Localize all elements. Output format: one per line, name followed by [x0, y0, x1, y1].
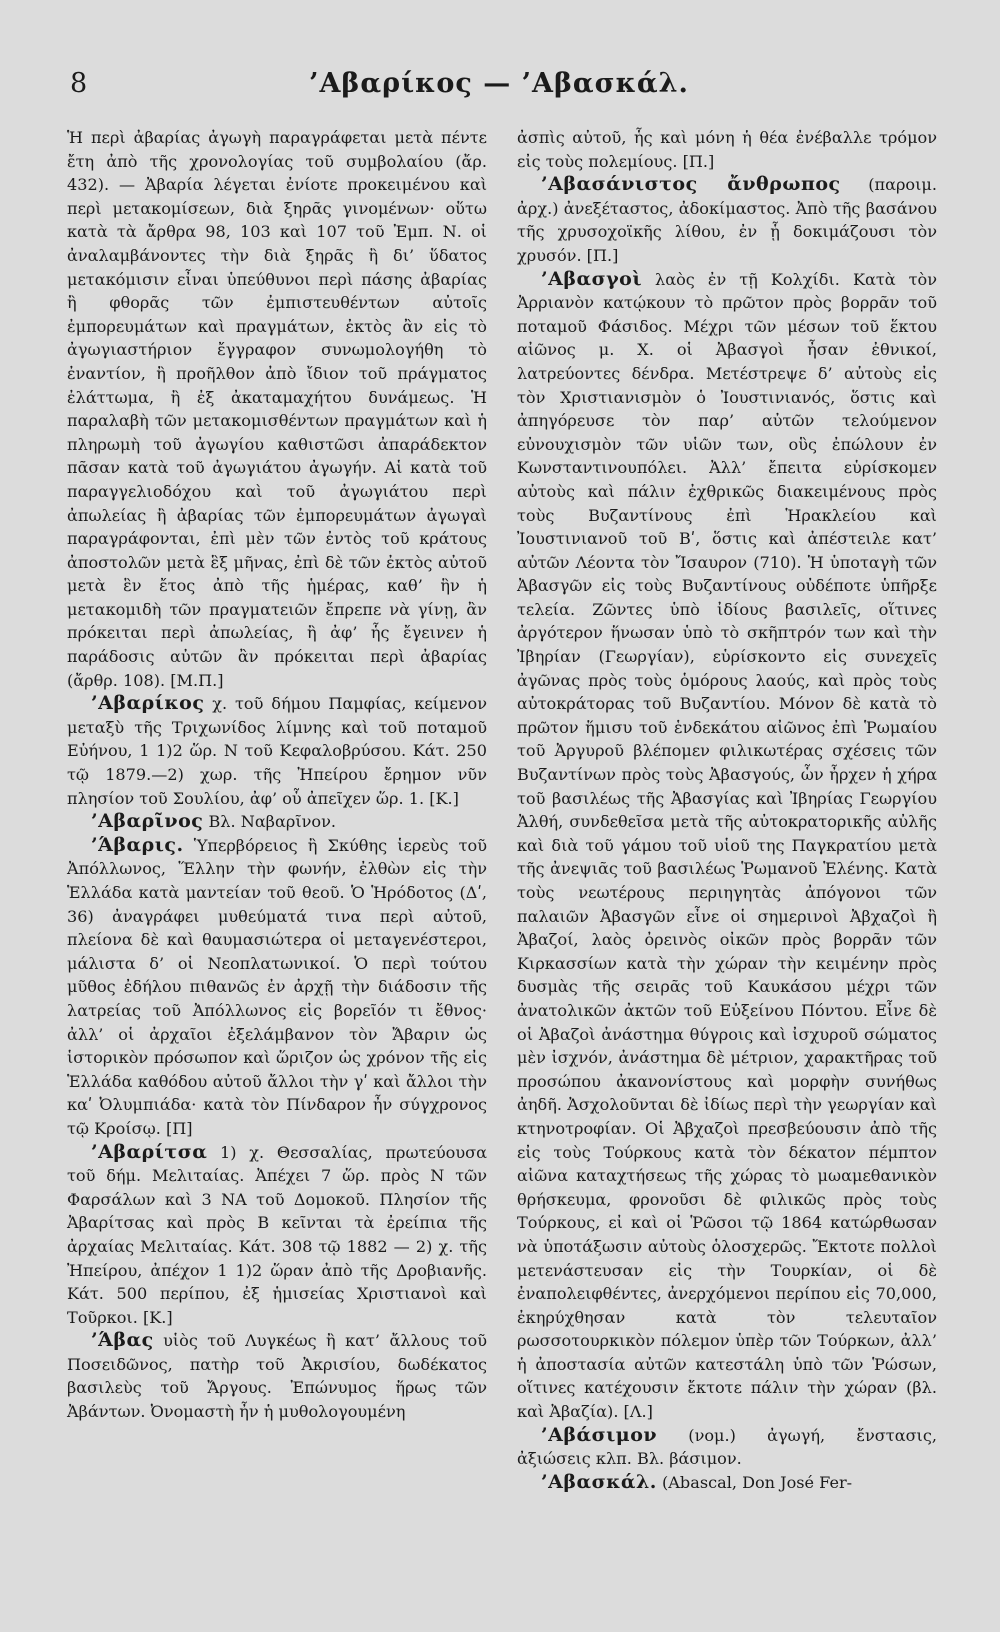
entry-headword: ’Αβαρίτσα — [91, 1140, 208, 1163]
dictionary-entry — [517, 1471, 937, 1495]
entry-headword: ’Άβας — [91, 1329, 154, 1352]
entry-text: (Abascal, Don José Fer- — [656, 1472, 853, 1492]
entry-headword: ’Αβάσιμον — [541, 1423, 658, 1446]
entry-headword: ’Αβαρίκος — [91, 692, 205, 715]
entry-text: ἀσπὶς αὐτοῦ, ἧς καὶ μόνη ἡ θέα ἐνέβαλλε τρόμον εἰς τοὺς πολεμίους. [Π.] — [517, 128, 937, 171]
dictionary-entry — [517, 1424, 937, 1471]
entry-text: 1) χ. Θεσσαλίας, πρωτεύουσα τοῦ δήμ. Μελιταίας. Ἀπέχει 7 ὥρ. πρὸς Ν τῶν Φαρσάλων καὶ 3 ΝΑ τοῦ Δομοκοῦ. Πλησίον τῆς Ἀβαρίτσας καὶ πρὸς Β κεῖνται τὰ ἐρείπια τῆς ἀρχαίας Μελιταίας. Κάτ. 308 τῷ 1882 — 2) χ. τῆς Ἠπείρου, ἀπέχον 1 1)2 ὥραν ἀπὸ τῆς Δροβιανῆς. Κάτ. 500 περίπου, ἐξ ἡμισείας Χριστιανοὶ καὶ Τοῦρκοι. [Κ.] — [67, 1142, 487, 1327]
dictionary-entry — [67, 834, 487, 1141]
running-head-title: ’Αβαρίκος — ’Αβασκάλ. — [309, 68, 689, 99]
entry-text: (νομ.) ἀγωγή, ἔνστασις, ἀξιώσεις κλπ. Βλ. βάσιμον. — [517, 1425, 937, 1469]
entry-text: υἱὸς τοῦ Λυγκέως ἢ κατ’ ἄλλους τοῦ Ποσειδῶνος, πατὴρ τοῦ Ἀκρισίου, δωδέκατος βασιλεὺς τοῦ Ἄργους. Ἐπώνυμος ἥρως τῶν Ἀβάντων. Ὀνομαστὴ ἦν ἡ μυθολογουμένη — [67, 1331, 487, 1422]
entry-continuation — [67, 126, 487, 692]
running-head — [68, 68, 930, 108]
left-column — [67, 126, 487, 1424]
entry-headword: ’Αβαρῖνος — [91, 810, 204, 833]
dictionary-entry — [67, 692, 487, 810]
entry-text: Ἡ περὶ ἀβαρίας ἀγωγὴ παραγράφεται μετὰ πέντε ἔτη ἀπὸ τῆς χρονολογίας τοῦ συμβολαίου (ἄρ. 432). — Ἀβαρία λέγεται ἐνίοτε προκειμένου καὶ περὶ μετακομίσεων, διὰ ξηρᾶς γινομένων· οὕτω κατὰ τὰ ἄρθρα 98, 103 καὶ 107 τοῦ Ἐμπ. Ν. οἱ ἀναλαμβάνοντες τὴν διὰ ξηρᾶς ἢ δι’ ὕδατος μετακόμισιν εἶναι ὑπεύθυνοι περὶ πάσης ἀβαρίας ἢ φθορᾶς τῶν ἐμπιστευθέντων αὐτοῖς ἐμπορευμάτων καὶ πραγμάτων, ἐκτὸς ἂν εἰς τὸ ἀγωγιαστήριον ἔγγραφον συνωμολογήθη τὸ ἐναντίον, ἢ προῆλθον ἀπὸ ἴδιον τοῦ πράγματος ἐλάττωμα, ἢ ἐξ ἀκαταμαχήτου δυνάμεως. Ἡ παραλαβὴ τῶν μετακομισθέντων πραγμάτων καὶ ἡ πληρωμὴ τοῦ ἀγωγίου καθιστῶσι ἀπαράδεκτον πᾶσαν κατὰ τοῦ ἀγωγιάτου ἀγωγήν. Αἱ κατὰ τοῦ παραγγελιοδόχου καὶ τοῦ ἀγωγιάτου περὶ ἀπωλείας ἢ ἀβαρίας τῶν ἐμπορευμάτων ἀγωγαὶ παραγράφονται, ἐπὶ μὲν τῶν ἐντὸς τοῦ κράτους ἀποστολῶν μετὰ ἓξ μῆνας, ἐπὶ δὲ τῶν ἐκτὸς αὐτοῦ μετὰ ἓν ἔτος ἀπὸ τῆς ἡμέρας, καθ’ ἣν ἡ μετακομιδὴ τῶν πραγματειῶν ἔπρεπε νὰ γίνῃ, ἂν πρόκειται περὶ ἀπωλείας, ἢ ἀφ’ ἧς ἔγεινεν ἡ παράδοσις αὐτῶν ἂν πρόκειται περὶ ἀβαρίας (ἄρθρ. 108). [Μ.Π.] — [67, 128, 487, 690]
dictionary-entry — [67, 1329, 487, 1423]
page-number: 8 — [70, 68, 88, 99]
dictionary-entry — [67, 810, 487, 834]
entry-headword: ’Αβασκάλ. — [541, 1470, 657, 1493]
column-gutter — [502, 124, 503, 1564]
entry-text: Ὑπερβόρειος ἢ Σκύθης ἱερεὺς τοῦ Ἀπόλλωνος, Ἕλλην τὴν φωνήν, ἐλθὼν εἰς τὴν Ἑλλάδα κατὰ μαντείαν τοῦ θεοῦ. Ὁ Ἡρόδοτος (Δʹ, 36) ἀναγράφει μυθεύματά τινα περὶ αὐτοῦ, πλείονα δὲ καὶ θαυμασιώτερα οἱ μεταγενέστεροι, μάλιστα δ’ οἱ Νεοπλατωνικοί. Ὁ περὶ τούτου μῦθος ἐδήλου πιθανῶς ἐν ἀρχῇ τὴν διάδοσιν τῆς λατρείας τοῦ Ἀπόλλωνος εἰς βορεῖόν τι ἔθνος· ἀλλ’ οἱ ἀρχαῖοι ἐξελάμβανον τὸν Ἄβαριν ὡς ἱστορικὸν πρόσωπον καὶ ὥριζον ὡς χρόνον τῆς εἰς Ἑλλάδα καθόδου αὐτοῦ ἄλλοι τὴν γʹ καὶ ἄλλοι τὴν καʹ Ὀλυμπιάδα· κατὰ τὸν Πίνδαρον ἦν σύγχρονος τῷ Κροίσῳ. [Π] — [67, 835, 487, 1138]
entry-text: λαὸς ἐν τῇ Κολχίδι. Κατὰ τὸν Ἀρριανὸν κατῴκουν τὸ πρῶτον πρὸς βορρᾶν τοῦ ποταμοῦ Φάσιδος. Μέχρι τῶν μέσων τοῦ ἕκτου αἰῶνος μ. Χ. οἱ Ἀβασγοὶ ἦσαν ἐθνικοί, λατρεύοντες δένδρα. Μετέστρεψε δ’ αὐτοὺς εἰς τὸν Χριστιανισμὸν ὁ Ἰουστινιανός, ὅστις καὶ ἀπηγόρευσε τὸν παρ’ αὐτῶν τελούμενον εὐνουχισμὸν τῶν υἱῶν των, οὓς ἐπώλουν ἐν Κωνσταντινουπόλει. Ἀλλ’ ἔπειτα εὑρίσκομεν αὐτοὺς καὶ πάλιν ἐχθρικῶς διακειμένους πρὸς τοὺς Βυζαντίνους ἐπὶ Ἡρακλείου καὶ Ἰουστινιανοῦ τοῦ Βʹ, ὅστις καὶ ἀπέστειλε κατ’ αὐτῶν Λέοντα τὸν Ἴσαυρον (710). Ἡ ὑποταγὴ τῶν Ἀβασγῶν εἰς τοὺς Βυζαντίνους οὐδέποτε ὑπῆρξε τελεία. Ζῶντες ὑπὸ ἰδίους βασιλεῖς, οἵτινες ἀργότερον ἥνωσαν ὑπὸ τὸ σκῆπτρόν των καὶ τὴν Ἰβηρίαν (Γεωργίαν), εὑρίσκοντο εἰς συνεχεῖς ἀγῶνας πρὸς τοὺς ὁμόρους λαούς, καὶ πρὸς τοὺς αὐτοκράτορας τοῦ Βυζαντίου. Μόνον δὲ κατὰ τὸ πρῶτον ἥμισυ τοῦ ἑνδεκάτου αἰῶνος ἐπὶ Ῥωμαίου τοῦ Ἀργυροῦ βλέπομεν φιλικωτέρας σχέσεις τῶν Βυζαντίνων πρὸς τοὺς Ἀβασγούς, ὧν ἦρχεν ἡ χήρα τοῦ βασιλέως τῆς Ἀβασγίας καὶ Ἰβηρίας Γεωργίου Ἀλθή, συνδεθεῖσα μετὰ τῆς αὐτοκρατορικῆς αὐλῆς καὶ διὰ τοῦ γάμου τοῦ υἱοῦ της Παγκρατίου μετὰ τῆς ἀνεψιᾶς τοῦ βασιλέως Ῥωμανοῦ Ἑλένης. Κατὰ τοὺς νεωτέρους περιηγητὰς ἀπόγονοι τῶν παλαιῶν Ἀβασγῶν εἶνε οἱ σημερινοὶ Ἀβχαζοὶ ἢ Ἀβαζοί, λαὸς ὀρεινὸς οἰκῶν πρὸς βορρᾶν τῶν Κιρκασσίων κατὰ τὴν χώραν τὴν κειμένην πρὸς δυσμὰς τῆς σειρᾶς τοῦ Καυκάσου μέχρι τῶν ἀνατολικῶν ἀκτῶν τοῦ Εὐξείνου Πόντου. Εἶνε δὲ οἱ Ἀβαζοὶ ἀνάστημα θύγροις καὶ ἰσχυροῦ σώματος μὲν ἰσχνόν, ἀνάστημα δὲ μέτριον, χαρακτῆρας τοῦ προσώπου ἀκανονίστους καὶ μορφὴν συνήθως ἀηδῆ. Ἀσχολοῦνται δὲ ἰδίως περὶ τὴν γεωργίαν καὶ κτηνοτροφίαν. Οἱ Ἀβχαζοὶ πρεσβεύουσιν ἀπὸ τῆς εἰς τοὺς Τούρκους κατὰ τὸν δέκατον πέμπτον αἰῶνα καταχτήσεως τῆς χώρας τὸ μωαμεθανικὸν θρήσκευμα, φρονοῦσι δὲ φιλικῶς πρὸς τοὺς Τούρκους, εἰ καὶ οἱ Ῥῶσοι τῷ 1864 κατώρθωσαν νὰ ὑποτάξωσιν αὐτοὺς ὁλοσχερῶς. Ἔκτοτε πολλοὶ μετενάστευσαν εἰς τὴν Τουρκίαν, οἱ δὲ ἐναπολειφθέντες, ἀνερχόμενοι περίπου εἰς 70,000, ἐκηρύχθησαν κατὰ τὸν τελευταῖον ρωσσοτουρκικὸν πόλεμον ὑπὲρ τῶν Τούρκων, ἀλλ’ ἡ ἀποστασία αὐτῶν κατεστάλη ὑπὸ τῶν Ῥώσων, οἵτινες κατέχουσιν ἔκτοτε πάλιν τὴν χώραν (βλ. καὶ Ἀβαζία). [Λ.] — [517, 269, 937, 1422]
right-column — [517, 126, 937, 1494]
entry-text: (παροιμ. ἀρχ.) ἀνεξέταστος, ἀδοκίμαστος. Ἀπὸ τῆς βασάνου τῆς χρυσοχοϊκῆς λίθου, ἐν ᾗ δοκιμάζουσι τὸν χρυσόν. [Π.] — [517, 175, 937, 265]
entry-headword: ’Αβασγοὶ — [541, 267, 643, 290]
dictionary-entry — [67, 1141, 487, 1330]
dictionary-entry — [517, 268, 937, 1424]
dictionary-entry — [517, 173, 937, 267]
entry-continuation — [517, 126, 937, 173]
entry-headword: ’Άβαρις. — [91, 833, 184, 856]
entry-text: Βλ. Ναβαρῖνον. — [203, 812, 336, 832]
entry-headword: ’Αβασάνιστος ἄνθρωπος — [541, 173, 841, 196]
entry-text: χ. τοῦ δήμου Παμφίας, κείμενον μεταξὺ τῆς Τριχωνίδος λίμνης καὶ τοῦ ποταμοῦ Εὐήνου, 1 1)2 ὥρ. Ν τοῦ Κεφαλοβρύσου. Κάτ. 250 τῷ 1879.—2) χωρ. τῆς Ἠπείρου ἔρημον νῦν πλησίον τοῦ Σουλίου, ἀφ’ οὗ ἀπεῖχεν ὥρ. 1. [Κ.] — [67, 694, 487, 808]
